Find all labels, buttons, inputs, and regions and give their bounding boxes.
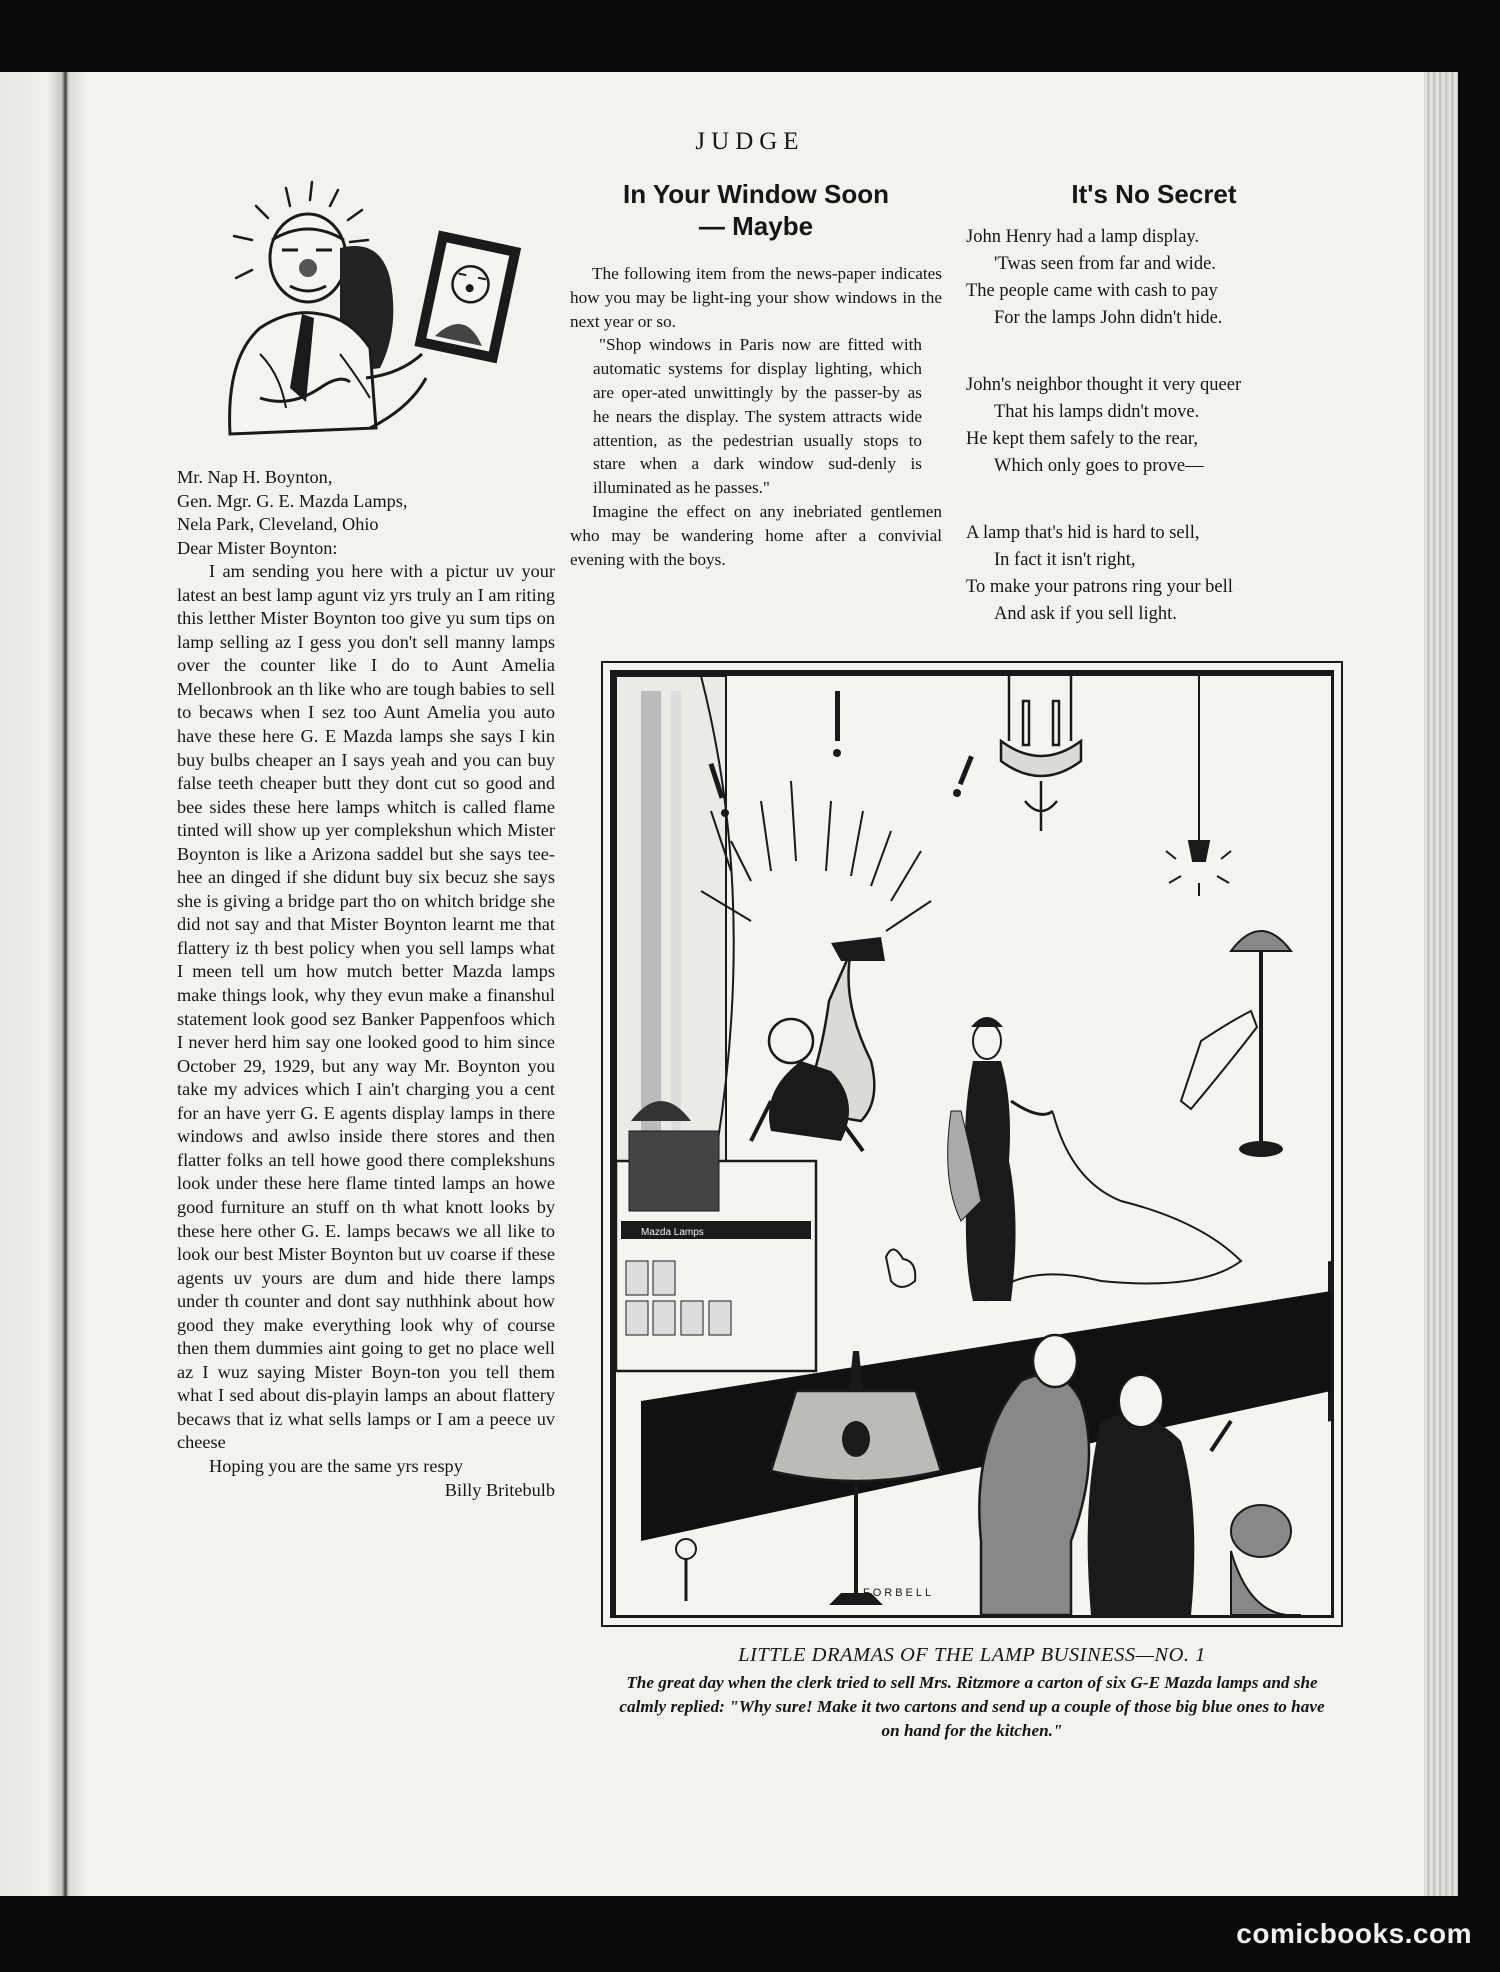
page-gutter [0, 72, 86, 1896]
cartoon-caption [612, 1644, 1332, 1743]
masthead: JUDGE [695, 128, 805, 155]
letter-closing: Hoping you are the same yrs respy [209, 1455, 463, 1476]
site-watermark: comicbooks.com [1236, 1918, 1472, 1949]
salesman-illustration [190, 178, 550, 454]
poem-line: That his lamps didn't move. [994, 402, 1200, 422]
artist-signature: FORBELL [863, 1587, 935, 1599]
article-column [570, 178, 942, 571]
caption-title: LITTLE DRAMAS OF THE LAMP BUSINESS—NO. 1 [738, 1644, 1206, 1666]
letter-signature: Billy Britebulb [444, 1479, 555, 1500]
poem-line: John Henry had a lamp display. [966, 227, 1200, 247]
address-line: Nela Park, Cleveland, Ohio [177, 514, 379, 535]
article-closing: Imagine the effect on any inebriated gentlemen who may be wandering home after a convivial evening with the boys. [570, 501, 942, 569]
article-title [570, 178, 942, 242]
poem-line: And ask if you sell light. [994, 604, 1177, 624]
poem-line: A lamp that's hid is hard to sell, [966, 523, 1200, 543]
poem-line: Which only goes to prove— [994, 456, 1204, 476]
article-title-line1: In Your Window Soon [623, 179, 889, 209]
poem-title: It's No Secret [1071, 179, 1237, 209]
poem-line: In fact it isn't right, [994, 550, 1136, 570]
poem-column [966, 178, 1342, 668]
poem-line: To make your patrons ring your bell [966, 577, 1233, 597]
article-quote: "Shop windows in Paris now are fitted with automatic systems for display lighting, which are oper-ated unwittingly by the passer-by as he nears the display. The system attracts wide attention, as the pedestrian usually stops to stare when a dark window sud-denly is illuminated as he passes." [593, 335, 922, 498]
caption-text: The great day when the clerk tried to sell Mrs. Ritzmore a carton of six G-E Mazda lamps and she calmly replied: "Why sure! Make it two cartons and send up a couple of those big blue ones to have on hand for the kitchen." [619, 1673, 1325, 1740]
address-line: Mr. Nap H. Boynton, [177, 467, 333, 487]
poem-stanza [966, 224, 1342, 332]
address-line: Gen. Mgr. G. E. Mazda Lamps, [177, 490, 408, 511]
poem-line: He kept them safely to the rear, [966, 429, 1198, 449]
poem-stanza [966, 372, 1342, 480]
poem-line: 'Twas seen from far and wide. [994, 254, 1216, 274]
poem-line: For the lamps John didn't hide. [994, 308, 1223, 328]
article-title-line2: — Maybe [698, 211, 814, 241]
poem-line: John's neighbor thought it very queer [966, 375, 1242, 395]
letter-body: I am sending you here with a pictur uv your latest an best lamp agunt viz yrs truly an I am riting this letther Mister Boynton too give yu sum tips on lamp selling az I gess you don't sell manny lamps over the counter like I do to Aunt Amelia Mellonbrook an th like who are tough babies to sell to becaws when I sez too Aunt Amelia you auto have these here G. E Mazda lamps she says I kin buy bulbs cheaper an I says yeah and you can buy false teeth cheaper butt they dont cut so good and bee sides these here lamps whitch is called flame tinted will show up yer complekshun which Mister Boynton is like a Arizona saddel but she says tee-hee an dinged if she didunt buy six becuz she says she is giving a bridge part tho on whitch bridge she did not say and that Mister Boynton learnt me that flattery iz th best policy when you sell lamps what I meen tell um how mutch better Mazda lamps make things look, why they evun make a finanshul statement look good sez Banker Pappenfoos which I never herd him say one looked good to him since October 29, 1929, but any way Mr. Boynton you take my advices which I ain't charging you a cent for an have yerr G. E agents display lamps in there windows and awlso inside there stores and then flatter folks an tell howe good there complekshuns look under these here flame tinted lamps an howe good furniture an stuff on th what knott looks by these here other G. E. lamps becaws we all like to look our best Mister Boynton but uv coarse if these agents uv yours are dum and hide there lamps under th counter and dont say nuthhink about how good they make everything look why of course then them dummies aint going to get no place well az I wuz saying Mister Boyn-ton you tell them what I sed about dis-playin lamps an about flattery becaws that iz what sells lamps or I am a peece uv cheese [177, 561, 555, 1453]
article-intro: The following item from the news-paper indicates how you may be light-ing your show windows in the next year or so. [570, 264, 942, 331]
letter-column [177, 466, 555, 1502]
scan-border [1458, 0, 1500, 1972]
poem-stanza [966, 520, 1342, 628]
poem-line: The people came with cash to pay [966, 281, 1218, 301]
salutation: Dear Mister Boynton: [177, 537, 338, 558]
box-label: Mazda Lamps [641, 1227, 704, 1238]
shop-window-cartoon [601, 661, 1343, 1627]
